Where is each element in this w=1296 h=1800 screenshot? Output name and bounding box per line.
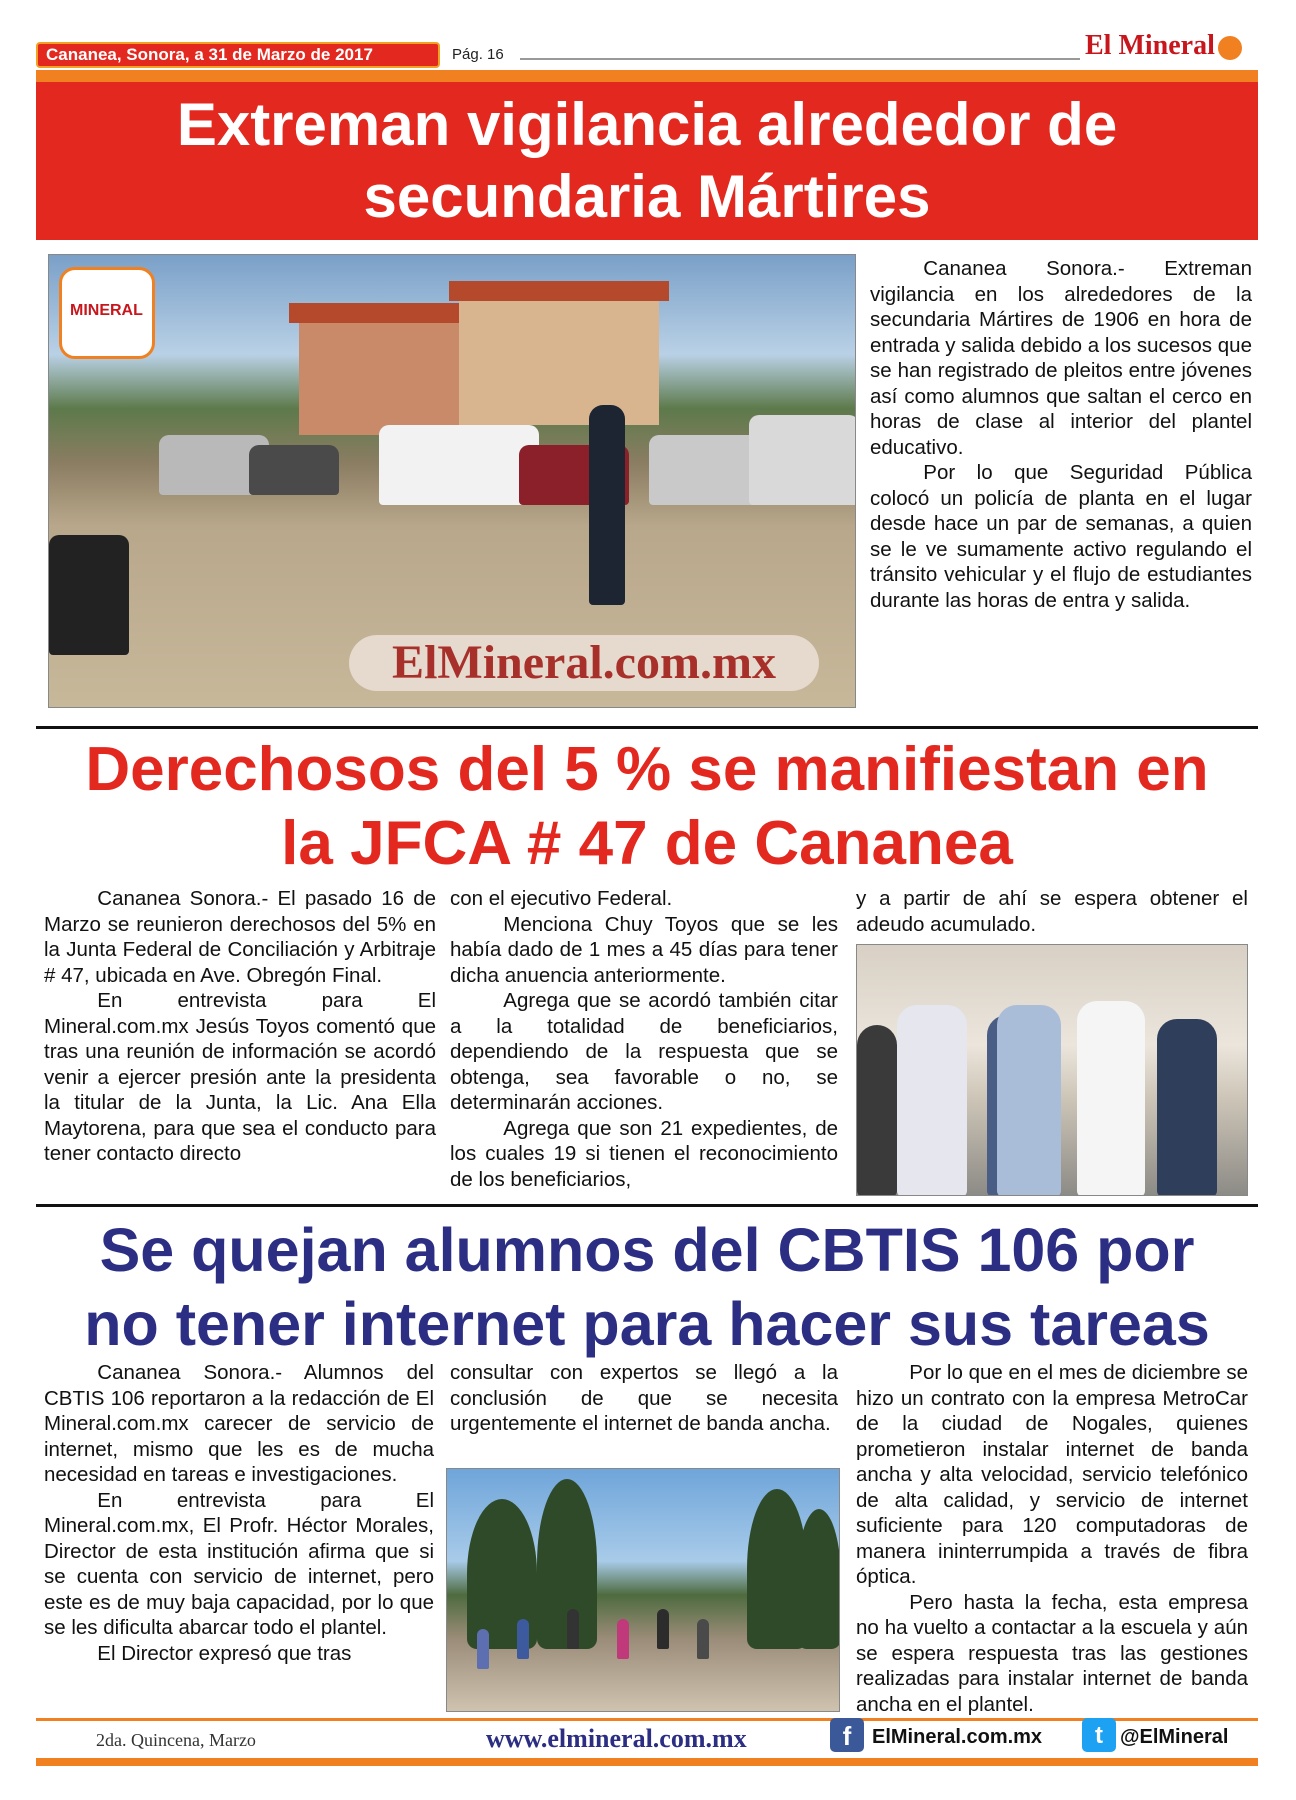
- story1-paragraph: Cananea Sonora.- Extreman vigilancia en los alrededores de la secundaria Mártires de 1906 en hora de entrada y salida debido a los sucesos que se han registrado de pleitos entre jóvenes así como alumnos que saltan el cerco en horas de clase al interior del plantel educativo.: [870, 257, 1252, 459]
- story1-body: [870, 256, 1252, 613]
- photo-police-officer: [589, 405, 625, 605]
- photo-roof: [449, 281, 669, 301]
- story3-photo: [446, 1468, 840, 1712]
- mineral-tv-logo-text: MINERAL: [70, 302, 143, 319]
- photo-car: [379, 425, 539, 505]
- twitter-icon[interactable]: t: [1082, 1718, 1116, 1752]
- photo-person: [997, 1005, 1061, 1196]
- footer-band: [36, 1758, 1258, 1766]
- twitter-handle[interactable]: @ElMineral: [1120, 1726, 1229, 1748]
- story1-paragraph: Por lo que Seguridad Pública colocó un policía de planta en el lugar desde hace un par de semanas, a quien se le ve sumamente activo regulando el tránsito vehicular y el flujo de estudiantes durante las horas de entra y salida.: [870, 461, 1252, 612]
- story3-paragraph: Cananea Sonora.- Alumnos del CBTIS 106 reportaron a la redacción de El Mineral.com.mx carecer de servicio de internet, mismo que les es de mucha necesidad en tareas e investigaciones.: [44, 1361, 434, 1486]
- story3-paragraph: Pero hasta la fecha, esta empresa no ha vuelto a contactar a la escuela y aún se espera respuesta tras las gestiones realizadas para instalar internet de banda ancha en el plantel.: [856, 1590, 1248, 1716]
- story1-headline-line1: Extreman vigilancia alrededor de: [176, 91, 1118, 158]
- story3-paragraph: El Director expresó que tras: [97, 1641, 352, 1665]
- facebook-icon[interactable]: f: [830, 1718, 864, 1752]
- helmet-icon: [1218, 36, 1242, 60]
- story2-column2: [450, 886, 838, 1192]
- photo-car: [49, 535, 129, 655]
- masthead-logo-text: El Mineral: [1085, 30, 1215, 61]
- story3-paragraph: En entrevista para El Mineral.com.mx, El Profr. Héctor Morales, Director de esta institución afirma que si se cuenta con servicio de internet, pero este es de muy baja capacidad, por lo que se les dificulta abarcar todo el plantel.: [44, 1488, 434, 1639]
- masthead-logo: [1085, 30, 1242, 62]
- story2-headline: [36, 733, 1258, 881]
- story2-paragraph: y a partir de ahí se espera obtener el adeudo acumulado.: [856, 887, 1248, 936]
- mineral-tv-logo: [59, 267, 155, 359]
- section-divider: [36, 726, 1258, 729]
- photo-building: [459, 295, 659, 425]
- photo-student: [517, 1619, 529, 1659]
- story2-photo: [856, 944, 1248, 1196]
- story3-headline: [36, 1213, 1258, 1361]
- story1-headline: [36, 82, 1258, 240]
- story1-headline-line2: secundaria Mártires: [363, 163, 931, 230]
- story1-photo: [48, 254, 856, 708]
- photo-student: [697, 1619, 709, 1659]
- story3-column1: [44, 1360, 434, 1666]
- story3-headline-line1: Se quejan alumnos del CBTIS 106 por: [99, 1216, 1195, 1284]
- story3-headline-line2: no tener internet para hacer sus tareas: [84, 1290, 1210, 1358]
- story3-column3: [856, 1360, 1248, 1717]
- photo-person: [1077, 1001, 1145, 1196]
- photo-car: [749, 415, 856, 505]
- photo-watermark: ElMineral.com.mx: [349, 635, 819, 691]
- website-link[interactable]: www.elmineral.com.mx: [486, 1724, 747, 1753]
- story2-column3: [856, 886, 1248, 937]
- story2-paragraph: En entrevista para El Mineral.com.mx Jesús Toyos comentó que tras una reunión de información se acordó venir a ejercer presión ante la presidenta la titular de la Junta, la Lic. Ana Ella Maytorena, para que sea el conducto para tener contacto directo: [44, 989, 436, 1165]
- story3-column2: [450, 1360, 838, 1437]
- story3-paragraph: consultar con expertos se llegó a la conclusión de que se necesita urgentemente el internet de banda ancha.: [450, 1361, 838, 1435]
- header-divider: [520, 58, 1080, 60]
- photo-person: [897, 1005, 967, 1196]
- dateline: Cananea, Sonora, a 31 de Marzo de 2017: [36, 42, 440, 68]
- photo-student: [657, 1609, 669, 1649]
- footer-divider: [36, 1718, 1258, 1721]
- photo-building: [299, 315, 459, 435]
- facebook-handle[interactable]: ElMineral.com.mx: [872, 1726, 1043, 1748]
- story2-headline-line1: Derechosos del 5 % se manifiestan en: [85, 735, 1209, 804]
- story2-paragraph: con el ejecutivo Federal.: [450, 887, 673, 910]
- page-number: Pág. 16: [452, 46, 504, 63]
- story2-paragraph: Agrega que se acordó también citar a la totalidad de beneficiarios, dependiendo de la respuesta que se obtenga, sea favorable o no, se determinarán acciones.: [450, 989, 838, 1114]
- photo-tree: [797, 1509, 840, 1649]
- story3-paragraph: Por lo que en el mes de diciembre se hizo un contrato con la empresa MetroCar de la ciudad de Nogales, quienes prometieron instalar internet de banda ancha y alta velocidad, servicio telefónico de alta calidad, y servicio de internet suficiente para 120 computadoras de manera ininterrumpida a través de fibra óptica.: [856, 1361, 1248, 1588]
- photo-person: [857, 1025, 897, 1196]
- story2-column1: [44, 886, 436, 1167]
- photo-person: [1157, 1019, 1217, 1196]
- story2-paragraph: Agrega que son 21 expedientes, de los cuales 19 si tienen el reconocimiento de los beneficiarios,: [450, 1116, 838, 1191]
- story2-paragraph: Menciona Chuy Toyos que se les había dado de 1 mes a 45 días para tener dicha anuencia anteriormente.: [450, 912, 838, 987]
- photo-car: [249, 445, 339, 495]
- story2-headline-line2: la JFCA # 47 de Cananea: [281, 809, 1013, 878]
- photo-student: [567, 1609, 579, 1649]
- section-divider: [36, 1204, 1258, 1207]
- header-band: [36, 70, 1258, 82]
- photo-roof: [289, 303, 469, 323]
- edition-label: 2da. Quincena, Marzo: [96, 1730, 256, 1750]
- story2-paragraph: Cananea Sonora.- El pasado 16 de Marzo se reunieron derechosos del 5% en la Junta Federal de Conciliación y Arbitraje # 47, ubicada en Ave. Obregón Final.: [44, 887, 436, 987]
- photo-student: [477, 1629, 489, 1669]
- photo-student: [617, 1619, 629, 1659]
